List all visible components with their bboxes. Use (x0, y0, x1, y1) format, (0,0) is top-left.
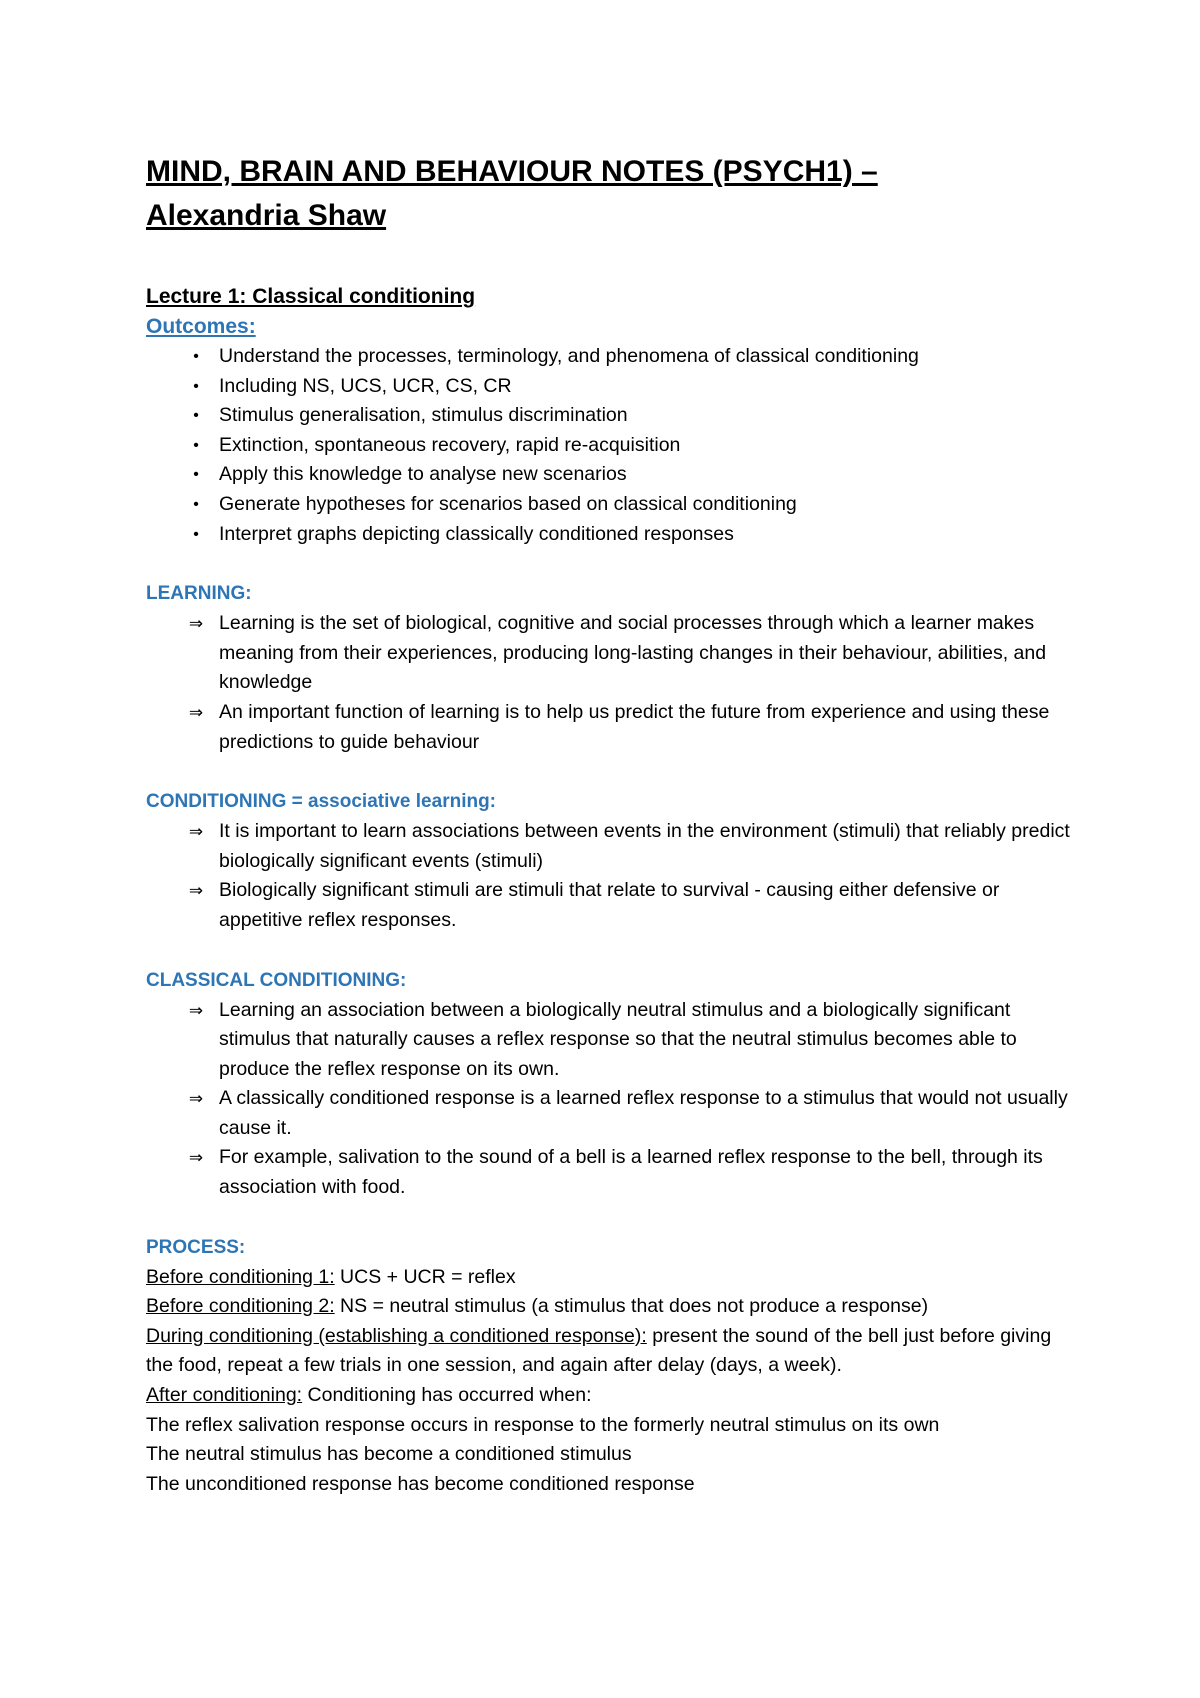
list-item: • Extinction, spontaneous recovery, rapid re-acquisition (146, 431, 1076, 461)
list-item: ⇒ Biologically significant stimuli are stimuli that relate to survival - causing either defensive or appetitive reflex responses. (146, 876, 1076, 935)
learning-heading: LEARNING: (146, 583, 252, 605)
process-line: The neutral stimulus has become a conditioned stimulus (146, 1443, 632, 1466)
bullet-icon: • (193, 348, 199, 365)
process-heading: PROCESS: (146, 1236, 246, 1258)
arrow-icon: ⇒ (188, 881, 204, 901)
list-item: • Generate hypotheses for scenarios based on classical conditioning (146, 490, 1076, 520)
list-item: ⇒ An important function of learning is to help us predict the future from experience and using these predictions to guide behaviour (146, 698, 1076, 757)
outcomes-list (146, 342, 1076, 549)
bullet-icon: • (193, 436, 199, 454)
bullet-icon: • (193, 407, 199, 425)
bullet-icon: • (193, 466, 199, 484)
arrow-icon: ⇒ (188, 1148, 204, 1168)
list-item: ⇒ A classically conditioned response is a learned reflex response to a stimulus that would not usually cause it. (146, 1084, 1076, 1143)
list-item: • Stimulus generalisation, stimulus discrimination (146, 401, 1076, 431)
arrow-icon: ⇒ (188, 702, 204, 722)
list-item: • Interpret graphs depicting classically conditioned responses (146, 520, 1076, 550)
list-item: • Apply this knowledge to analyse new scenarios (146, 460, 1076, 490)
bullet-icon: • (193, 377, 199, 395)
conditioning-list (146, 817, 1076, 935)
bullet-icon: • (193, 495, 199, 513)
classical-conditioning-heading: CLASSICAL CONDITIONING: (146, 969, 407, 991)
arrow-icon: ⇒ (188, 822, 204, 842)
process-during: During conditioning (establishing a conditioned response): present the sound of the bell just before giving the food, repeat a few trials in one session, and again after delay (days, a week). (146, 1324, 1052, 1377)
outcomes-heading: Outcomes: (146, 315, 256, 338)
learning-list (146, 609, 1076, 757)
arrow-icon: ⇒ (188, 614, 204, 634)
title-line-1: MIND, BRAIN AND BEHAVIOUR NOTES (PSYCH1) – (146, 155, 878, 188)
list-item: • Understand the processes, terminology, and phenomena of classical conditioning (146, 342, 1076, 372)
list-item: ⇒ For example, salivation to the sound of a bell is a learned reflex response to the bell, through its association with food. (146, 1143, 1076, 1202)
list-item: • Including NS, UCS, UCR, CS, CR (146, 372, 1076, 402)
list-item: ⇒ It is important to learn associations between events in the environment (stimuli) that reliably predict biologically significant events (stimuli) (146, 817, 1076, 876)
document-title (146, 150, 1076, 238)
document-content (146, 150, 1076, 1499)
lecture-heading: Lecture 1: Classical conditioning (146, 285, 476, 308)
bullet-icon: • (193, 525, 199, 543)
process-before-2: Before conditioning 2: NS = neutral stimulus (a stimulus that does not produce a response) (146, 1295, 929, 1318)
process-before-1: Before conditioning 1: UCS + UCR = reflex (146, 1265, 516, 1288)
classical-conditioning-list (146, 996, 1076, 1203)
process-line: The reflex salivation response occurs in response to the formerly neutral stimulus on its own (146, 1413, 940, 1436)
process-line: The unconditioned response has become conditioned response (146, 1472, 695, 1495)
process-after: After conditioning: Conditioning has occurred when: (146, 1384, 592, 1407)
arrow-icon: ⇒ (188, 1089, 204, 1109)
conditioning-heading: CONDITIONING = associative learning: (146, 791, 497, 813)
arrow-icon: ⇒ (188, 1000, 204, 1020)
title-line-2: Alexandria Shaw (146, 199, 387, 232)
list-item: ⇒ Learning an association between a biologically neutral stimulus and a biologically significant stimulus that naturally causes a reflex response so that the neutral stimulus becomes able to produce the reflex response on its own. (146, 996, 1076, 1085)
list-item: ⇒ Learning is the set of biological, cognitive and social processes through which a learner makes meaning from their experiences, producing long-lasting changes in their behaviour, abilities, and knowledge (146, 609, 1076, 698)
